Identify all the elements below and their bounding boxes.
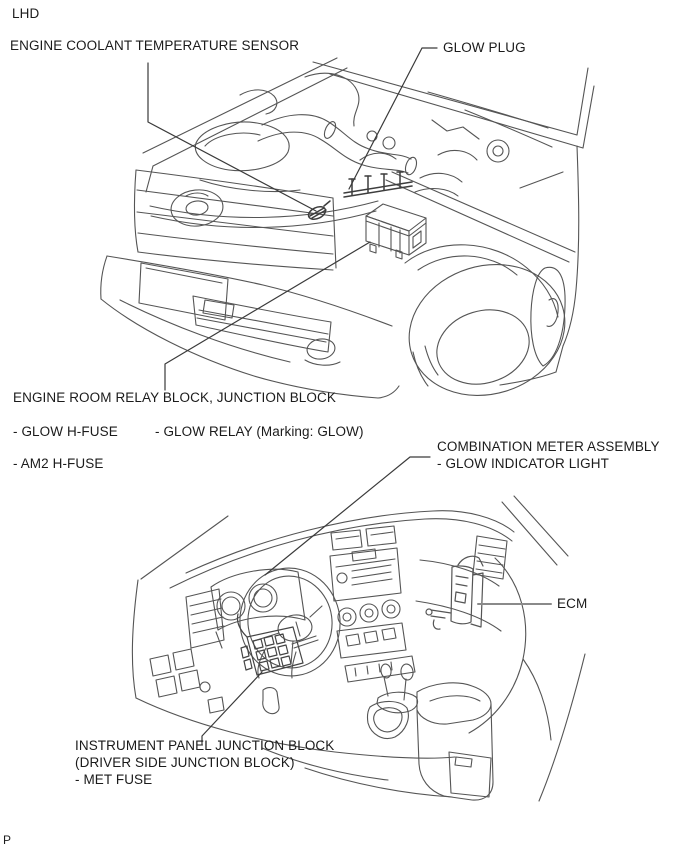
ecm-module <box>426 556 483 629</box>
label-am2-h-fuse: - AM2 H-FUSE <box>13 456 104 471</box>
relay-block-part <box>366 204 426 259</box>
label-ecm: ECM <box>557 596 588 611</box>
ect-sensor-part <box>307 201 330 222</box>
center-stack <box>330 526 415 682</box>
label-combination-meter-line2: - GLOW INDICATOR LIGHT <box>437 456 609 471</box>
footer-mark: P <box>3 833 12 847</box>
engine-compartment-figure <box>101 48 594 414</box>
leader-combination-meter <box>265 457 430 575</box>
leader-glow-plug <box>349 48 437 189</box>
engine-bay <box>150 73 552 227</box>
leader-relay-block <box>165 242 370 390</box>
front-wheel <box>393 245 582 415</box>
label-glow-relay: - GLOW RELAY (Marking: GLOW) <box>155 424 364 439</box>
label-junction-block-line3: - MET FUSE <box>75 772 153 787</box>
label-glow-plug: GLOW PLUG <box>443 40 526 55</box>
instrument-cluster <box>211 569 305 648</box>
leader-ect-sensor <box>148 63 316 211</box>
label-junction-block-line1: INSTRUMENT PANEL JUNCTION BLOCK <box>75 738 335 753</box>
label-combination-meter-line1: COMBINATION METER ASSEMBLY <box>437 439 660 454</box>
label-glow-h-fuse: - GLOW H-FUSE <box>13 424 118 439</box>
label-relay-block-title: ENGINE ROOM RELAY BLOCK, JUNCTION BLOCK <box>13 390 336 405</box>
grille <box>134 170 336 270</box>
label-junction-block-line2: (DRIVER SIDE JUNCTION BLOCK) <box>75 755 295 770</box>
leader-junction-block <box>202 672 262 744</box>
front-bumper <box>101 256 399 398</box>
orientation-label: LHD <box>12 6 40 21</box>
toyota-emblem <box>169 187 224 228</box>
label-ect-sensor: ENGINE COOLANT TEMPERATURE SENSOR <box>10 38 300 53</box>
